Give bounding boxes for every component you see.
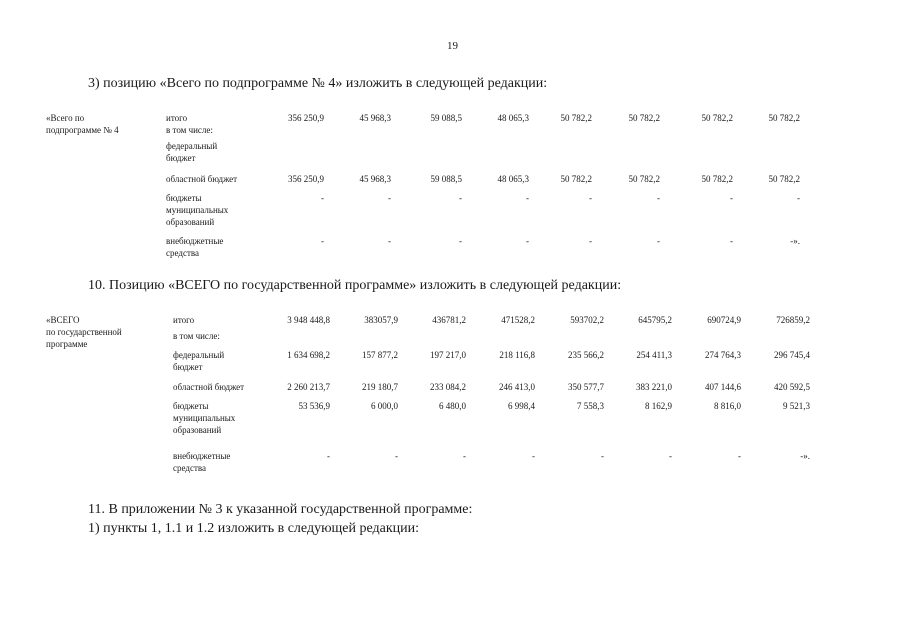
row-label-line: в том числе: xyxy=(166,125,213,135)
value-cell: 235 566,2 xyxy=(568,350,604,360)
value-cell: - xyxy=(738,451,741,461)
value-cell: - xyxy=(463,451,466,461)
row-label-line: муниципальных xyxy=(173,413,236,423)
value-cell: - xyxy=(601,451,604,461)
value-cell: - xyxy=(395,451,398,461)
value-cell: - xyxy=(730,236,733,246)
value-cell: 9 521,3 xyxy=(783,401,810,411)
value-cell: 1 634 698,2 xyxy=(287,350,330,360)
value-cell: - xyxy=(730,193,733,203)
value-cell: 471528,2 xyxy=(501,315,535,325)
value-cell: 48 065,3 xyxy=(497,113,529,123)
value-cell: 6 000,0 xyxy=(371,401,398,411)
value-cell: 726859,2 xyxy=(776,315,810,325)
value-cell: 50 782,2 xyxy=(560,174,592,184)
row-label-line: бюджет xyxy=(166,153,196,163)
value-cell: 7 558,3 xyxy=(577,401,604,411)
value-cell: - xyxy=(388,236,391,246)
row-label-line: федеральный xyxy=(173,350,225,360)
table-title-line: по государственной xyxy=(46,327,122,337)
value-cell: - xyxy=(797,193,800,203)
heading-item-11: 11. В приложении № 3 к указанной государственной программе: xyxy=(88,502,473,517)
value-cell: - xyxy=(532,451,535,461)
value-cell: 50 782,2 xyxy=(701,113,733,123)
value-cell: - xyxy=(459,236,462,246)
value-cell: 356 250,9 xyxy=(288,174,324,184)
row-label-line: образований xyxy=(166,217,215,227)
value-cell: 436781,2 xyxy=(432,315,466,325)
value-cell: 233 084,2 xyxy=(430,382,466,392)
value-cell: 6 480,0 xyxy=(439,401,466,411)
value-cell: 197 217,0 xyxy=(430,350,466,360)
value-cell: 690724,9 xyxy=(707,315,741,325)
value-cell: 59 088,5 xyxy=(430,174,462,184)
row-label-line: итого xyxy=(166,113,188,123)
value-cell: 274 764,3 xyxy=(705,350,741,360)
value-cell: - xyxy=(327,451,330,461)
value-cell: - xyxy=(669,451,672,461)
value-cell: 45 968,3 xyxy=(359,174,391,184)
table-title-line: «Всего по xyxy=(46,113,85,123)
value-cell: 48 065,3 xyxy=(497,174,529,184)
value-cell: - xyxy=(657,236,660,246)
value-cell: 2 260 213,7 xyxy=(287,382,330,392)
value-cell: - xyxy=(459,193,462,203)
value-cell: 50 782,2 xyxy=(701,174,733,184)
value-cell: 296 745,4 xyxy=(774,350,810,360)
value-cell: 50 782,2 xyxy=(768,174,800,184)
value-cell: 45 968,3 xyxy=(359,113,391,123)
row-label-line: средства xyxy=(173,463,207,473)
value-cell: 254 411,3 xyxy=(636,350,672,360)
value-cell: - xyxy=(388,193,391,203)
row-label-line: федеральный xyxy=(166,141,218,151)
value-cell: 53 536,9 xyxy=(298,401,330,411)
row-label-line: внебюджетные xyxy=(166,236,224,246)
table-title-line: программе xyxy=(46,339,88,349)
heading-item-11-1: 1) пункты 1, 1.1 и 1.2 изложить в следующей редакции: xyxy=(88,521,420,536)
value-cell: 3 948 448,8 xyxy=(287,315,330,325)
value-cell: 50 782,2 xyxy=(628,113,660,123)
row-label-line: внебюджетные xyxy=(173,451,231,461)
value-cell: - xyxy=(526,193,529,203)
value-cell: 157 877,2 xyxy=(362,350,398,360)
value-cell: - xyxy=(526,236,529,246)
value-cell: - xyxy=(589,193,592,203)
value-cell: - xyxy=(657,193,660,203)
value-cell: 50 782,2 xyxy=(768,113,800,123)
table-title-line: подпрограмме № 4 xyxy=(46,125,119,135)
value-cell: 219 180,7 xyxy=(362,382,398,392)
heading-item-3: 3) позицию «Всего по подпрограмме № 4» изложить в следующей редакции: xyxy=(88,76,548,91)
value-cell: - xyxy=(321,193,324,203)
value-cell: 8 816,0 xyxy=(714,401,741,411)
page-number: 19 xyxy=(447,40,458,52)
value-cell: 356 250,9 xyxy=(288,113,324,123)
value-cell: 593702,2 xyxy=(570,315,604,325)
row-label-line: средства xyxy=(166,248,200,258)
value-cell: 645795,2 xyxy=(638,315,672,325)
value-cell: 350 577,7 xyxy=(568,382,604,392)
value-cell: 407 144,6 xyxy=(705,382,741,392)
row-label-line: областной бюджет xyxy=(166,174,238,184)
value-cell: - xyxy=(589,236,592,246)
row-label-line: областной бюджет xyxy=(173,382,245,392)
value-cell: -». xyxy=(800,451,810,461)
row-label-line: муниципальных xyxy=(166,205,229,215)
value-cell: 246 413,0 xyxy=(499,382,535,392)
row-label-line: итого xyxy=(173,315,195,325)
value-cell: 218 116,8 xyxy=(499,350,535,360)
value-cell: 50 782,2 xyxy=(628,174,660,184)
value-cell: -». xyxy=(790,236,800,246)
value-cell: 8 162,9 xyxy=(645,401,672,411)
value-cell: 50 782,2 xyxy=(560,113,592,123)
row-label-line: бюджеты xyxy=(166,193,202,203)
row-label-line: бюджет xyxy=(173,362,203,372)
value-cell: 383057,9 xyxy=(364,315,398,325)
value-cell: 59 088,5 xyxy=(430,113,462,123)
table-title-line: «ВСЕГО xyxy=(46,315,80,325)
value-cell: - xyxy=(321,236,324,246)
row-label-line: образований xyxy=(173,425,222,435)
value-cell: 420 592,5 xyxy=(774,382,810,392)
row-label-line: в том числе: xyxy=(173,331,220,341)
value-cell: 383 221,0 xyxy=(636,382,672,392)
value-cell: 6 998,4 xyxy=(508,401,535,411)
row-label-line: бюджеты xyxy=(173,401,209,411)
heading-item-10: 10. Позицию «ВСЕГО по государственной программе» изложить в следующей редакции: xyxy=(88,278,622,293)
